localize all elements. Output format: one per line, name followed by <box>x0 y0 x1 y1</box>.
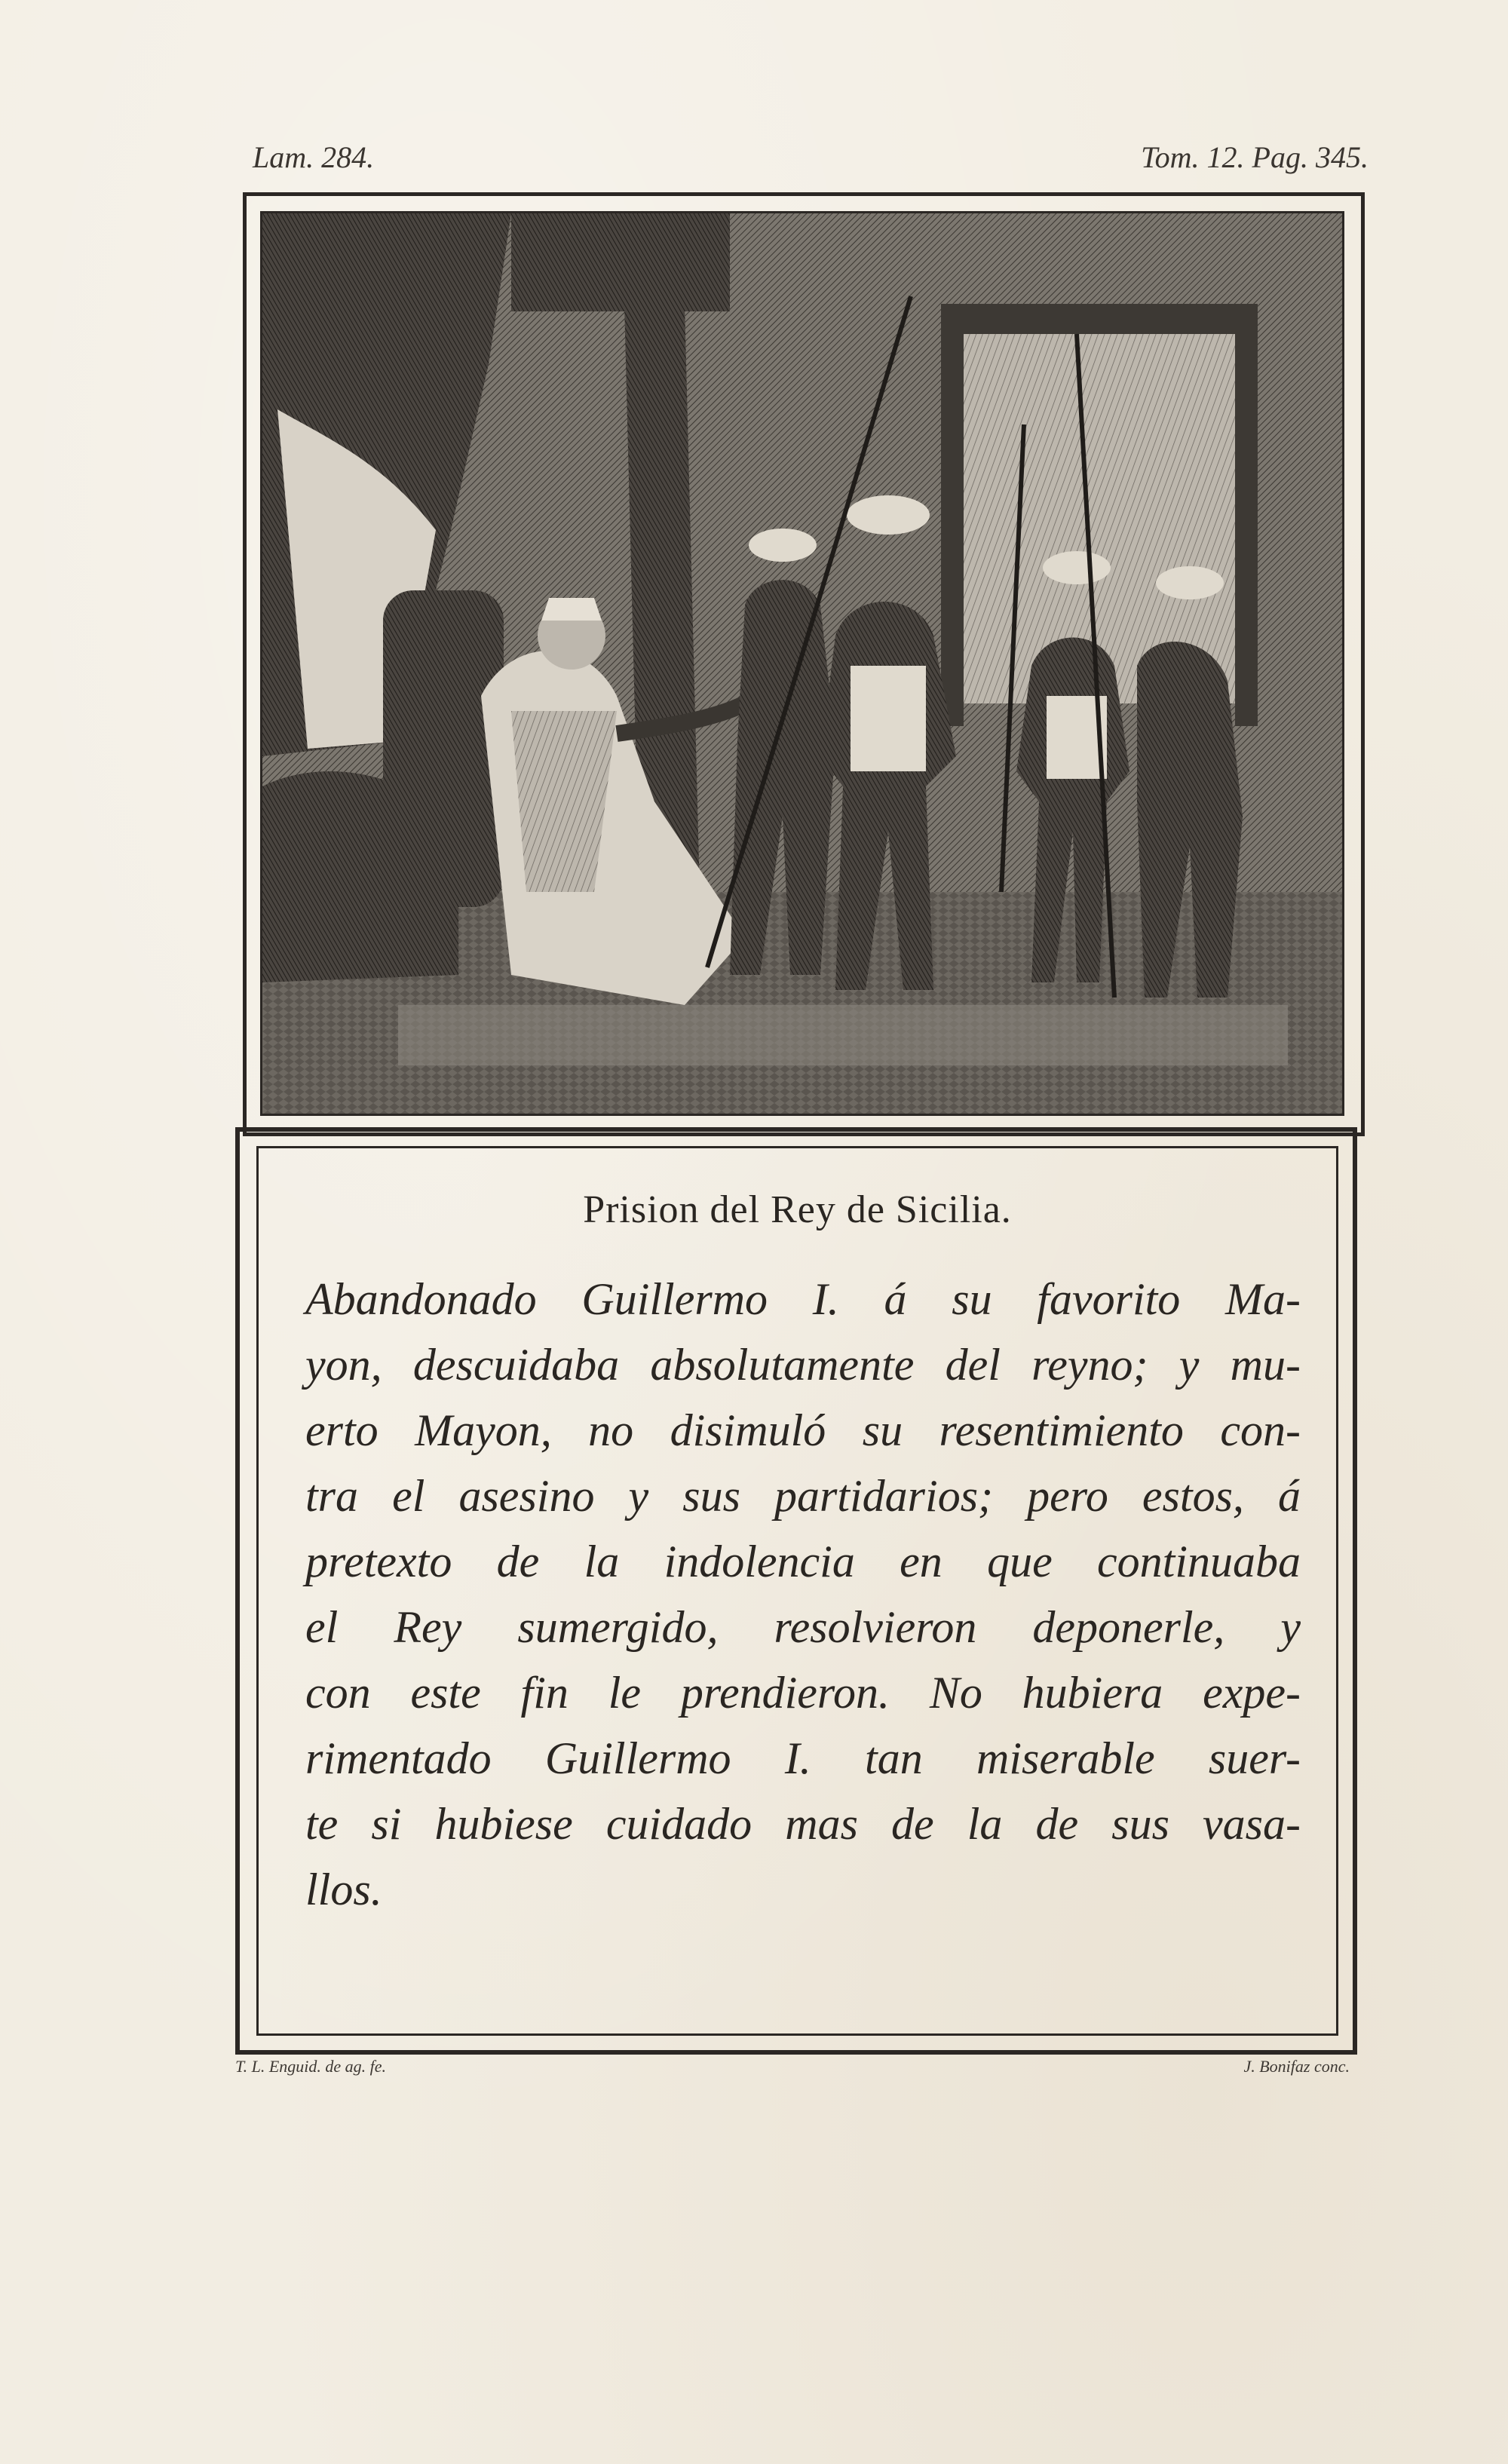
caption-line: te si hubiese cuidado mas de la de sus vasa- <box>305 1799 1301 1849</box>
caption-line: rimentado Guillermo I. tan miserable suer- <box>305 1733 1301 1783</box>
caption-line: el Rey sumergido, resolvieron deponerle, y <box>305 1602 1301 1652</box>
plate-number: Lam. 284. <box>253 140 375 174</box>
caption-body <box>305 1267 1301 1923</box>
finisher-credit: J. Bonifaz conc. <box>1243 2057 1350 2076</box>
caption-line: Abandonado Guillermo I. á su favorito Ma- <box>305 1274 1301 1324</box>
engraving-illustration <box>260 211 1344 1116</box>
caption-line: con este fin le prendieron. No hubiera expe- <box>305 1668 1301 1718</box>
volume-page-reference: Tom. 12. Pag. 345. <box>1141 140 1369 174</box>
caption-line: tra el asesino y sus partidarios; pero estos, á <box>305 1471 1301 1521</box>
caption-line: llos. <box>305 1865 382 1914</box>
caption-line: pretexto de la indolencia en que continuaba <box>305 1537 1301 1586</box>
caption-line: erto Mayon, no disimuló su resentimiento con- <box>305 1405 1301 1455</box>
caption-title: Prision del Rey de Sicilia. <box>583 1188 1012 1231</box>
engraver-credit: T. L. Enguid. de ag. fe. <box>235 2057 387 2076</box>
caption-line: yon, descuidaba absolutamente del reyno; y mu- <box>305 1340 1301 1390</box>
